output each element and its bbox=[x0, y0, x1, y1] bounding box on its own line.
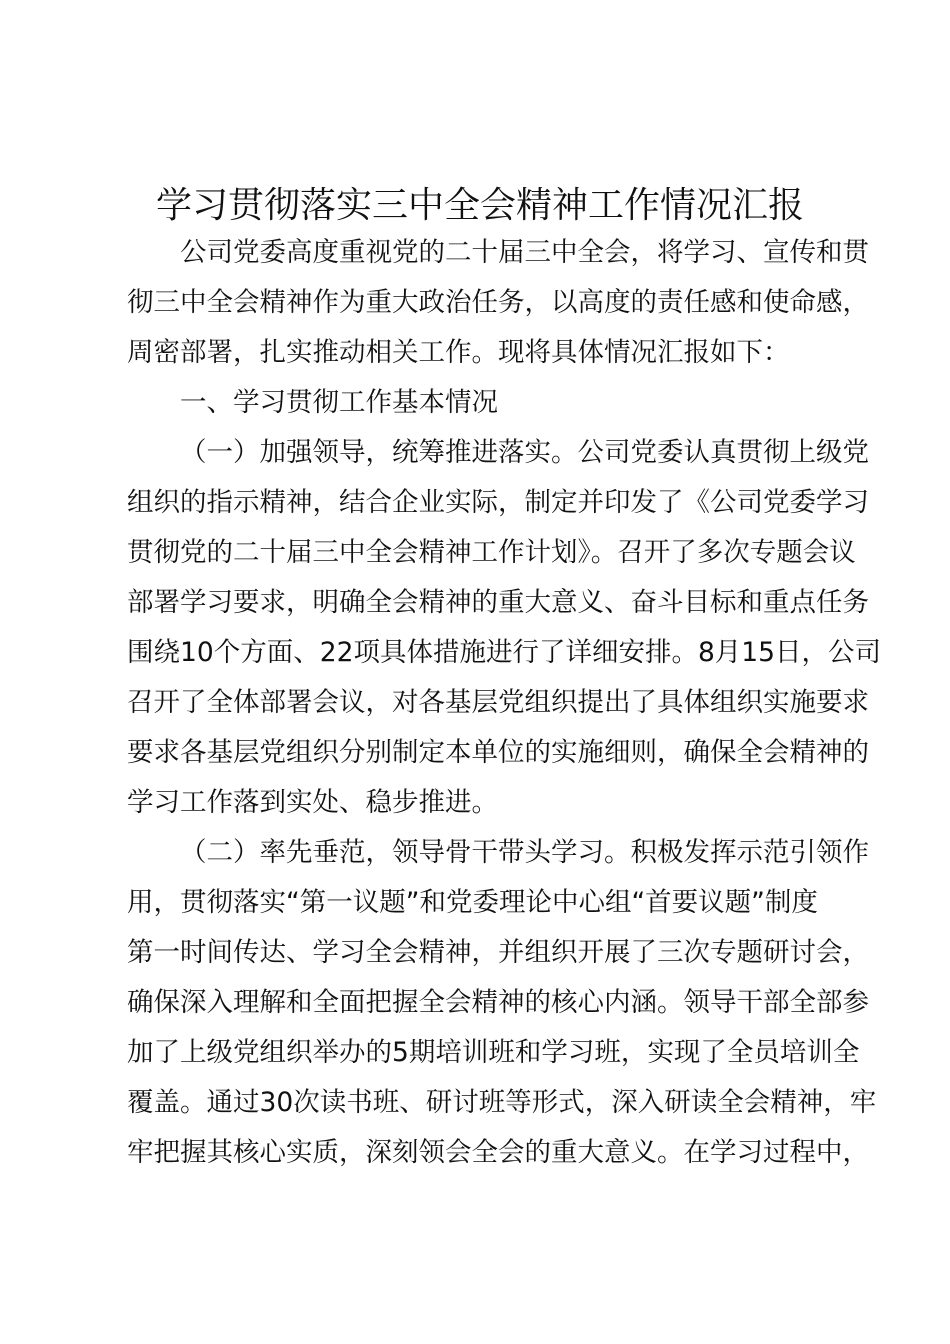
text-line: 要求各基层党组织分别制定本单位的实施细则，确保全会精神的 bbox=[127, 737, 869, 768]
text-line: 组织的指示精神，结合企业实际，制定并印发了《公司党委学习 bbox=[127, 487, 869, 518]
text-line: 贯彻党的二十届三中全会精神工作计划》。召开了多次专题会议 bbox=[127, 537, 856, 568]
text-line: 第一时间传达、学习全会精神，并组织开展了三次专题研讨会， bbox=[127, 937, 869, 968]
document-body bbox=[127, 228, 882, 1178]
text-line: 部署学习要求，明确全会精神的重大意义、奋斗目标和重点任务 bbox=[127, 587, 869, 618]
text-line: 覆盖。通过30次读书班、研讨班等形式，深入研读全会精神，牢 bbox=[127, 1087, 877, 1118]
text-line: 加了上级党组织举办的5期培训班和学习班，实现了全员培训全 bbox=[127, 1037, 860, 1068]
text-line: 学习工作落到实处、稳步推进。 bbox=[127, 787, 498, 818]
text-line: 公司党委高度重视党的二十届三中全会，将学习、宣传和贯 bbox=[180, 237, 869, 268]
text-line: 围绕10个方面、22项具体措施进行了详细安排。8月15日，公司 bbox=[127, 637, 882, 668]
document-title: 学习贯彻落实三中全会精神工作情况汇报 bbox=[155, 185, 804, 226]
text-line: 周密部署，扎实推动相关工作。现将具体情况汇报如下： bbox=[127, 337, 790, 368]
section-heading: 一、学习贯彻工作基本情况 bbox=[180, 387, 498, 418]
text-line: （一）加强领导，统筹推进落实。公司党委认真贯彻上级党 bbox=[180, 437, 869, 468]
text-line: 用，贯彻落实“第一议题”和党委理论中心组“首要议题”制度 bbox=[127, 887, 818, 918]
text-line: 确保深入理解和全面把握全会精神的核心内涵。领导干部全部参 bbox=[127, 987, 869, 1018]
text-line: 召开了全体部署会议，对各基层党组织提出了具体组织实施要求 bbox=[127, 687, 869, 718]
text-line: （二）率先垂范，领导骨干带头学习。积极发挥示范引领作 bbox=[180, 837, 869, 868]
text-line: 牢把握其核心实质，深刻领会全会的重大意义。在学习过程中， bbox=[127, 1137, 869, 1168]
text-line: 彻三中全会精神作为重大政治任务，以高度的责任感和使命感， bbox=[127, 287, 869, 318]
